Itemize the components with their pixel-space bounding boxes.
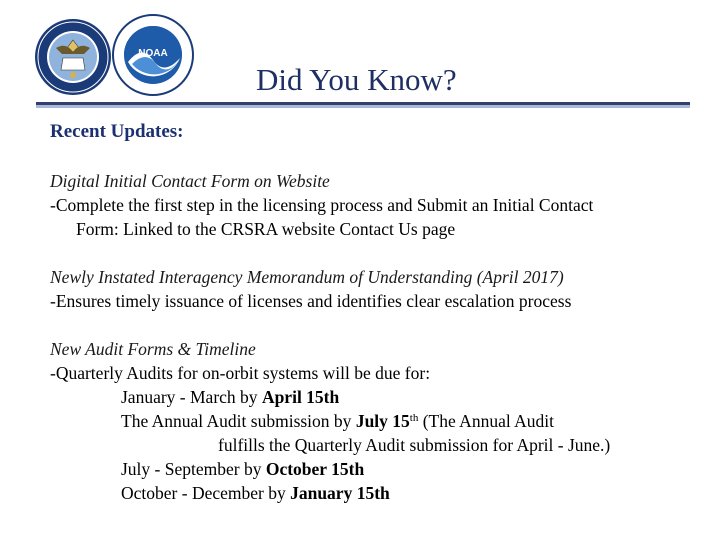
page-title: Did You Know? [256,62,457,97]
audit-item-q1: January - March by April 15th [121,387,340,407]
section-title-initial-contact-form: Digital Initial Contact Form on Website [50,171,330,191]
initial-contact-description-line: Form: Linked to the CRSRA website Contact Us page [76,219,456,239]
audit-item-annual-continuation: fulfills the Quarterly Audit submission for April - June.) [218,435,611,455]
noaa-seal-logo [112,14,194,96]
initial-contact-description-line: -Complete the first step in the licensing process and Submit an Initial Contact [50,195,594,215]
recent-updates-heading: Recent Updates: [50,121,184,142]
audit-item-q3: July - September by October 15th [121,459,365,479]
audit-intro-line: -Quarterly Audits for on-orbit systems will be due for: [50,363,431,383]
memorandum-description-line: -Ensures timely issuance of licenses and identifies clear escalation process [50,291,572,311]
department-of-commerce-seal-logo [34,18,112,96]
section-title-memorandum: Newly Instated Interagency Memorandum of Understanding (April 2017) [50,267,564,287]
audit-item-annual: The Annual Audit submission by July 15th (The Annual Audit [121,411,554,431]
title-divider-shadow [36,105,690,108]
section-title-audit-forms: New Audit Forms & Timeline [50,339,256,359]
audit-item-q4: October - December by January 15th [121,483,390,503]
noaa-seal-label: NOAA [138,48,168,59]
